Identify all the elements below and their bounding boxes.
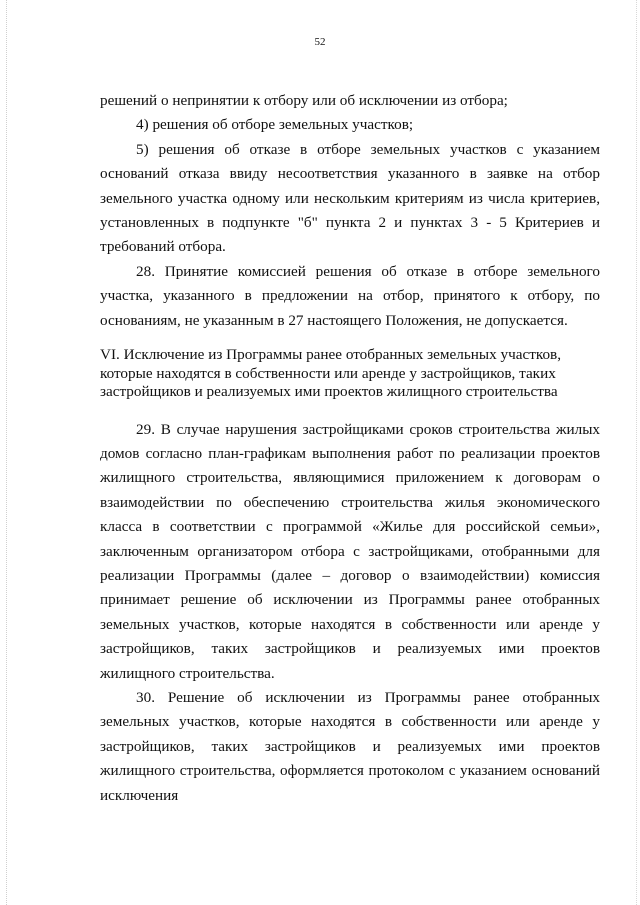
section-heading-line-3: застройщиков и реализуемых ими проектов жилищного строительства: [100, 383, 558, 401]
section-heading-line-2: которые находятся в собственности или аренде у застройщиков, таких: [100, 364, 556, 382]
section-heading: [100, 346, 600, 402]
paragraph-continuation: решений о непринятии к отбору или об исключении из отбора;: [100, 92, 508, 109]
document-body: [100, 89, 600, 808]
page-number: 52: [314, 36, 326, 48]
paragraph-30: 30. Решение об исключении из Программы ранее отобранных земельных участков, которые находятся в собственности или аренде у застройщиков, таких застройщиков и реализуемых ими проектов жилищного строительства, оформляется протоколом с указанием оснований исключения: [100, 689, 600, 804]
scan-edge-right: [636, 0, 637, 905]
section-heading-line-1: VI. Исключение из Программы ранее отобранных земельных участков,: [100, 346, 562, 364]
list-item-5: 5) решения об отказе в отборе земельных участков с указанием оснований отказа ввиду несоответствия указанного в заявке на отбор земельного участка одному или нескольким критериям из числа критериев, установленных в подпункте "б" пункта 2 и пунктах 3 - 5 Критериев и требований отбора.: [100, 140, 600, 256]
list-item-4: 4) решения об отборе земельных участков;: [136, 116, 414, 134]
paragraph-29: 29. В случае нарушения застройщиками сроков строительства жилых домов согласно план-графикам выполнения работ по реализации проектов жилищного строительства, являющимися приложением к договорам о взаимодействии по обеспечению строительства жилья экономического класса в соответствии с программой «Жилье для российской семьи», заключенным организатором отбора с застройщиками, отобранными для реализации Программы (далее – договор о взаимодействии) комиссия принимает решение об исключении из Программы ранее отобранных земельных участков, которые находятся в собственности или аренде у застройщиков, таких застройщиков и реализуемых ими проектов жилищного строительства.: [100, 420, 600, 682]
scan-edge-left: [6, 0, 7, 905]
paragraph-28: 28. Принятие комиссией решения об отказе в отборе земельного участка, указанного в предложении на отбор, принятого к отбору, по основаниям, не указанным в 27 настоящего Положения, не допускается.: [100, 262, 600, 329]
